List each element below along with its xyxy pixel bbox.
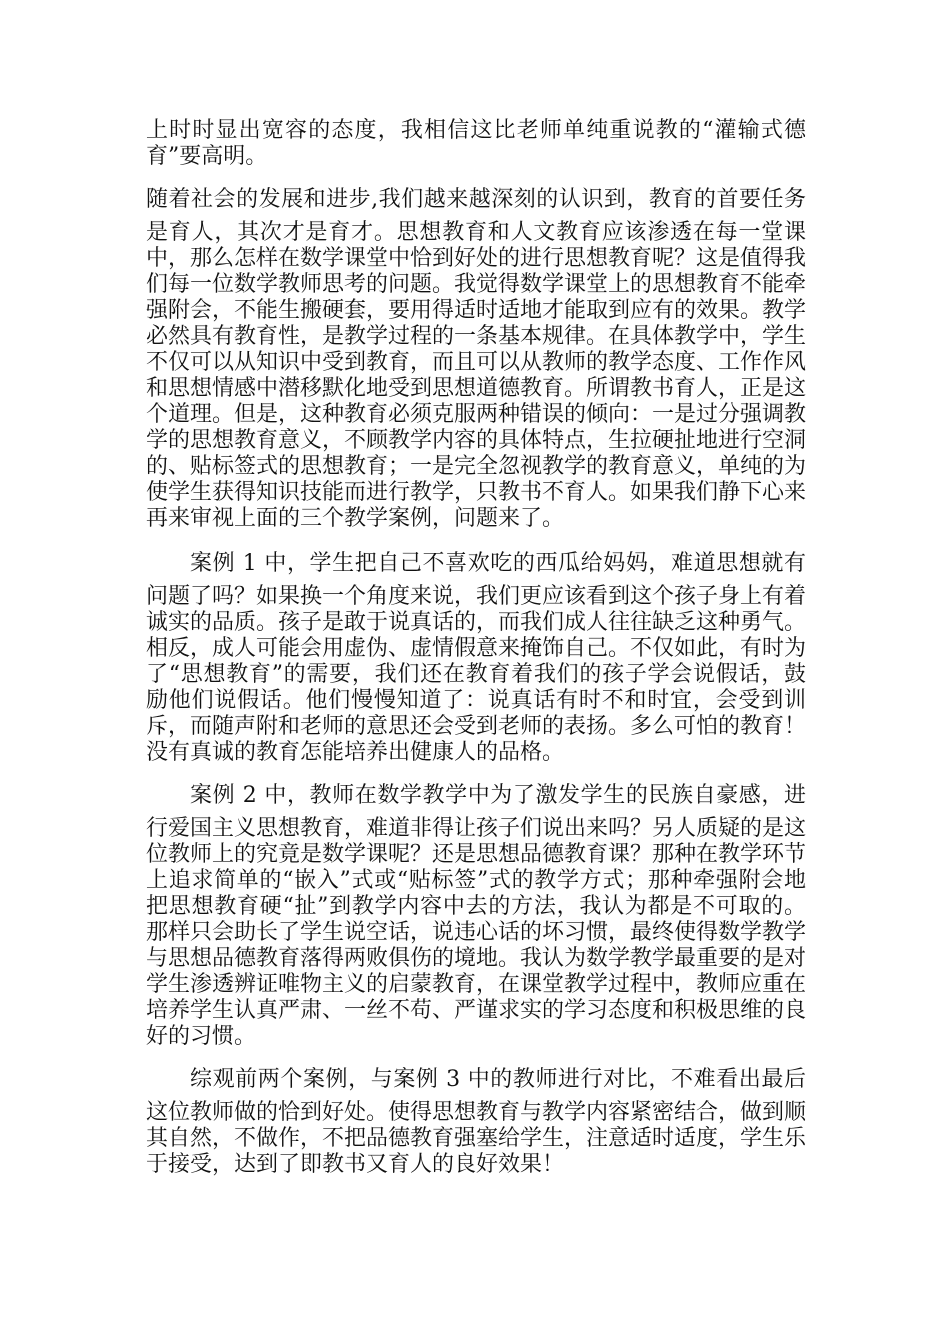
paragraph-case-2: 案例 2 中，教师在数学教学中为了激发学生的民族自豪感，进行爱国主义思想教育，难道非得让孩子们说出来吗？另人质疑的是这位教师上的究竟是数学课呢？还是思想品德教育课？那种在教学环节上追求简单的“嵌入”式或“贴标签”式的教学方式；那种牵强附会地把思想教育硬“扯”到教学内容中去的方法，我认为都是不可取的。那样只会助长了学生说空话，说违心话的坏习惯，最终使得数学教学与思想品德教育落得两败俱伤的境地。我认为数学教学最重要的是对学生渗透辨证唯物主义的启蒙教育，在课堂教学过程中，教师应重在培养学生认真严肃、一丝不苟、严谨求实的学习态度和积极思维的良好的习惯。 — [146, 783, 807, 1049]
paragraph-case-3: 综观前两个案例，与案例 3 中的教师进行对比，不难看出最后这位教师做的恰到好处。使得思想教育与教学内容紧密结合，做到顺其自然，不做作，不把品德教育强塞给学生，注意适时适度，学生乐于接受，达到了即教书又育人的良好效果！ — [146, 1067, 807, 1177]
document-page — [146, 118, 806, 1178]
paragraph-continuation: 上时时显出宽容的态度，我相信这比老师单纯重说教的“灌输式德育”要高明。 — [146, 118, 806, 169]
paragraph-education-goal: 随着社会的发展和进步,我们越来越深刻的认识到，教育的首要任务是育人，其次才是育才。思想教育和人文教育应该渗透在每一堂课中，那么怎样在数学课堂中恰到好处的进行思想教育呢？这是值得我们每一位数学教师思考的问题。我觉得数学课堂上的思想教育不能牵强附会，不能生搬硬套，要用得适时适地才能取到应有的效果。教学必然具有教育性，是教学过程的一条基本规律。在具体教学中，学生不仅可以从知识中受到教育，而且可以从教师的教学态度、工作作风和思想情感中潜移默化地受到思想道德教育。所谓教书育人，正是这个道理。但是，这种教育必须克服两种错误的倾向：一是过分强调教学的思想教育意义，不顾教学内容的具体特点，生拉硬扯地进行空洞的、贴标签式的思想教育；一是完全忽视教学的教育意义，单纯的为使学生获得知识技能而进行教学，只教书不育人。如果我们静下心来再来审视上面的三个教学案例，问题来了。 — [146, 187, 807, 531]
paragraph-case-1: 案例 1 中，学生把自己不喜欢吃的西瓜给妈妈，难道思想就有问题了吗？如果换一个角度来说，我们更应该看到这个孩子身上有着诚实的品质。孩子是敢于说真话的，而我们成人往往缺乏这种勇气。相反，成人可能会用虚伪、虚情假意来掩饰自己。不仅如此，有时为了“思想教育”的需要，我们还在教育着我们的孩子学会说假话，鼓励他们说假话。他们慢慢知道了：说真话有时不和时宜，会受到训斥，而随声附和老师的意思还会受到老师的表扬。多么可怕的教育！没有真诚的教育怎能培养出健康人的品格。 — [146, 551, 807, 765]
